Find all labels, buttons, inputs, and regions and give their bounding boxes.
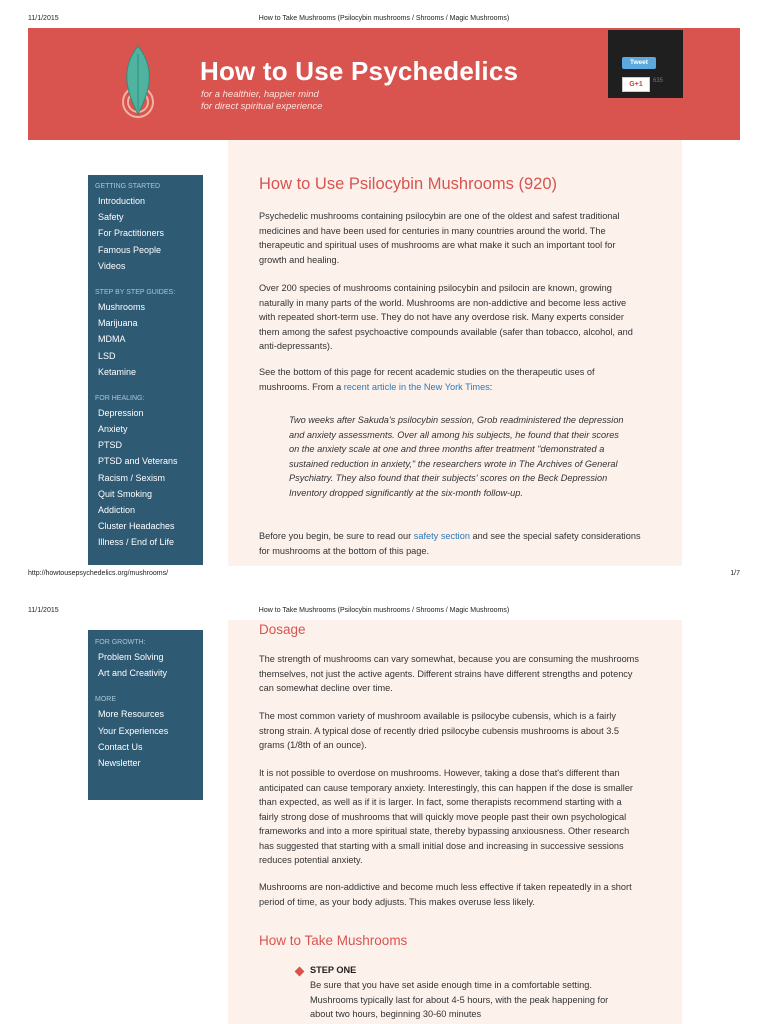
nav-item-ptsd[interactable]: PTSD xyxy=(98,440,123,451)
share-box xyxy=(608,30,683,98)
text-span: Before you begin, be sure to read our xyxy=(259,531,414,541)
article-paragraph: The most common variety of mushroom available is psilocybe cubensis, which is a fairly strong strain. A typical dose of recently dried psilocybe cubensis mushrooms is about 3.5 grams (1/8th of an ounce). xyxy=(259,711,620,750)
article-paragraph: Over 200 species of mushrooms containing psilocybin and psilocin are known, growing naturally in many parts of the world. Mushrooms are non-addictive and become less active with repeated short-term use. They do not have any overdose risk. Many experts consider them among the safest psychoactive compounds available (safer than tobacco, alcohol, and anti-depressants). xyxy=(259,283,633,351)
sidebar-nav xyxy=(88,175,203,565)
nav-section-for-healing: FOR HEALING: xyxy=(95,394,145,402)
print-date: 11/1/2015 xyxy=(28,607,59,614)
nav-section-for-growth: FOR GROWTH: xyxy=(95,639,146,646)
print-page-number: 1/7 xyxy=(730,570,740,577)
nav-item-mushrooms[interactable]: Mushrooms xyxy=(98,301,146,312)
sidebar-nav xyxy=(88,630,203,800)
print-doc-title: How to Take Mushrooms (Psilocybin mushrooms / Shrooms / Magic Mushrooms) xyxy=(258,15,510,22)
site-title[interactable]: How to Use Psychedelics xyxy=(200,56,519,86)
safety-section-link[interactable]: safety section xyxy=(413,531,470,541)
site-tagline xyxy=(201,89,322,113)
diamond-bullet-icon xyxy=(295,967,305,977)
print-doc-title: How to Take Mushrooms (Psilocybin mushrooms / Shrooms / Magic Mushrooms) xyxy=(258,607,510,614)
nav-item-videos[interactable]: Videos xyxy=(98,260,126,271)
nav-item-problem-solving[interactable]: Problem Solving xyxy=(98,652,164,662)
nav-item-famous-people[interactable]: Famous People xyxy=(98,244,162,255)
step-one-title: STEP ONE xyxy=(310,965,357,975)
nav-item-illness-end-of-life[interactable]: Illness / End of Life xyxy=(98,537,175,548)
nav-section-step-by-step: STEP BY STEP GUIDES: xyxy=(95,288,176,296)
tagline-line-2: for direct spiritual experience xyxy=(201,101,323,112)
article-content xyxy=(228,140,682,566)
nav-item-quit-smoking[interactable]: Quit Smoking xyxy=(98,488,153,499)
google-plus-count: 635 xyxy=(653,78,664,84)
text-span: : xyxy=(489,381,493,392)
nav-item-more-resources[interactable]: More Resources xyxy=(98,709,165,720)
nav-item-lsd[interactable]: LSD xyxy=(98,350,116,361)
nav-item-for-practitioners[interactable]: For Practitioners xyxy=(98,228,165,239)
nav-item-art-creativity[interactable]: Art and Creativity xyxy=(98,668,168,679)
print-date: 11/1/2015 xyxy=(28,15,59,22)
article-title: How to Use Psilocybin Mushrooms (920) xyxy=(259,175,558,193)
nyt-article-link[interactable]: recent article in the New York Times xyxy=(343,381,490,392)
print-url: http://howtousepsychedelics.org/mushrooms/ xyxy=(28,570,169,577)
nav-item-ptsd-veterans[interactable]: PTSD and Veterans xyxy=(98,456,178,467)
article-paragraph: It is not possible to overdose on mushrooms. However, taking a dose that's different than anticipated can cause temporary anxiety. Interestingly, this can happen if the dose is smaller than expected, as well as if it is larger. In fact, some therapists recommend starting with a fairly strong dose of mushrooms that will quickly move people past their own psychological frameworks and into a more spiritual state, thereby bypassing anxiousness. Other research has suggested that starting with a small initial dose and increasing in successive sessions reduces potential anxiety. xyxy=(259,768,633,865)
nav-section-getting-started: GETTING STARTED xyxy=(95,183,161,190)
nav-section-more: MORE xyxy=(95,696,116,704)
text-span: See the bottom of this page for recent academic studies on the therapeutic uses of mushrooms. From a xyxy=(259,367,595,392)
article-paragraph: Psychedelic mushrooms containing psilocybin are one of the oldest and safest traditional medicines and have been used for centuries in many countries around the world. The therapeutic and spiritual uses of mushrooms are what make it such an important tool for growth and healing. xyxy=(259,211,620,265)
how-to-take-heading: How to Take Mushrooms xyxy=(259,933,408,948)
article-paragraph: Mushrooms are non-addictive and become much less effective if taken repeatedly in a short period of time, as your body adjusts. This makes overuse less likely. xyxy=(259,882,632,907)
google-plus-button[interactable]: G+1 xyxy=(622,77,650,92)
article-paragraph xyxy=(259,365,642,394)
text-span: and see the special safety considerations for mushrooms at the bottom of this page. xyxy=(259,531,641,556)
blockquote: Two weeks after Sakuda's psilocybin session, Grob readministered the depression and anxiety assessments. Over all among his subjects, he found that their scores on the anxiety scale at one and three months after treatment "demonstrated a sustained reduction in anxiety," the researchers wrote in The Archives of General Psychiatry. They also found that their subjects' scores on the Beck Depression Inventory dropped significantly at the six-month follow-up. xyxy=(289,415,624,498)
dosage-heading: Dosage xyxy=(259,622,306,637)
nav-item-contact-us[interactable]: Contact Us xyxy=(98,741,143,752)
nav-item-your-experiences[interactable]: Your Experiences xyxy=(98,725,169,736)
nav-item-anxiety[interactable]: Anxiety xyxy=(98,424,128,435)
article-paragraph xyxy=(259,529,642,558)
article-content xyxy=(228,620,682,1024)
tweet-button[interactable]: Tweet xyxy=(622,57,656,69)
nav-item-cluster-headaches[interactable]: Cluster Headaches xyxy=(98,521,175,532)
nav-item-racism-sexism[interactable]: Racism / Sexism xyxy=(98,472,166,483)
step-one-text: Be sure that you have set aside enough time in a comfortable setting. Mushrooms typically last for about 4-5 hours, with the peak happening for about two hours, beginning 30-60 minutes xyxy=(310,980,609,1019)
tagline-line-1: for a healthier, happier mind xyxy=(201,89,319,100)
nav-item-introduction[interactable]: Introduction xyxy=(98,196,146,206)
nav-item-marijuana[interactable]: Marijuana xyxy=(98,318,138,329)
nav-item-safety[interactable]: Safety xyxy=(98,212,124,223)
nav-item-ketamine[interactable]: Ketamine xyxy=(98,366,137,377)
article-paragraph: The strength of mushrooms can vary somewhat, because you are consuming the mushrooms themselves, not just the active agents. Different strains have different strengths and potency can somewhat decline over time. xyxy=(259,654,639,693)
nav-item-mdma[interactable]: MDMA xyxy=(98,334,126,345)
nav-item-newsletter[interactable]: Newsletter xyxy=(98,757,141,768)
leaf-logo-icon[interactable] xyxy=(110,44,166,120)
nav-item-depression[interactable]: Depression xyxy=(98,407,144,418)
nav-item-addiction[interactable]: Addiction xyxy=(98,505,136,515)
